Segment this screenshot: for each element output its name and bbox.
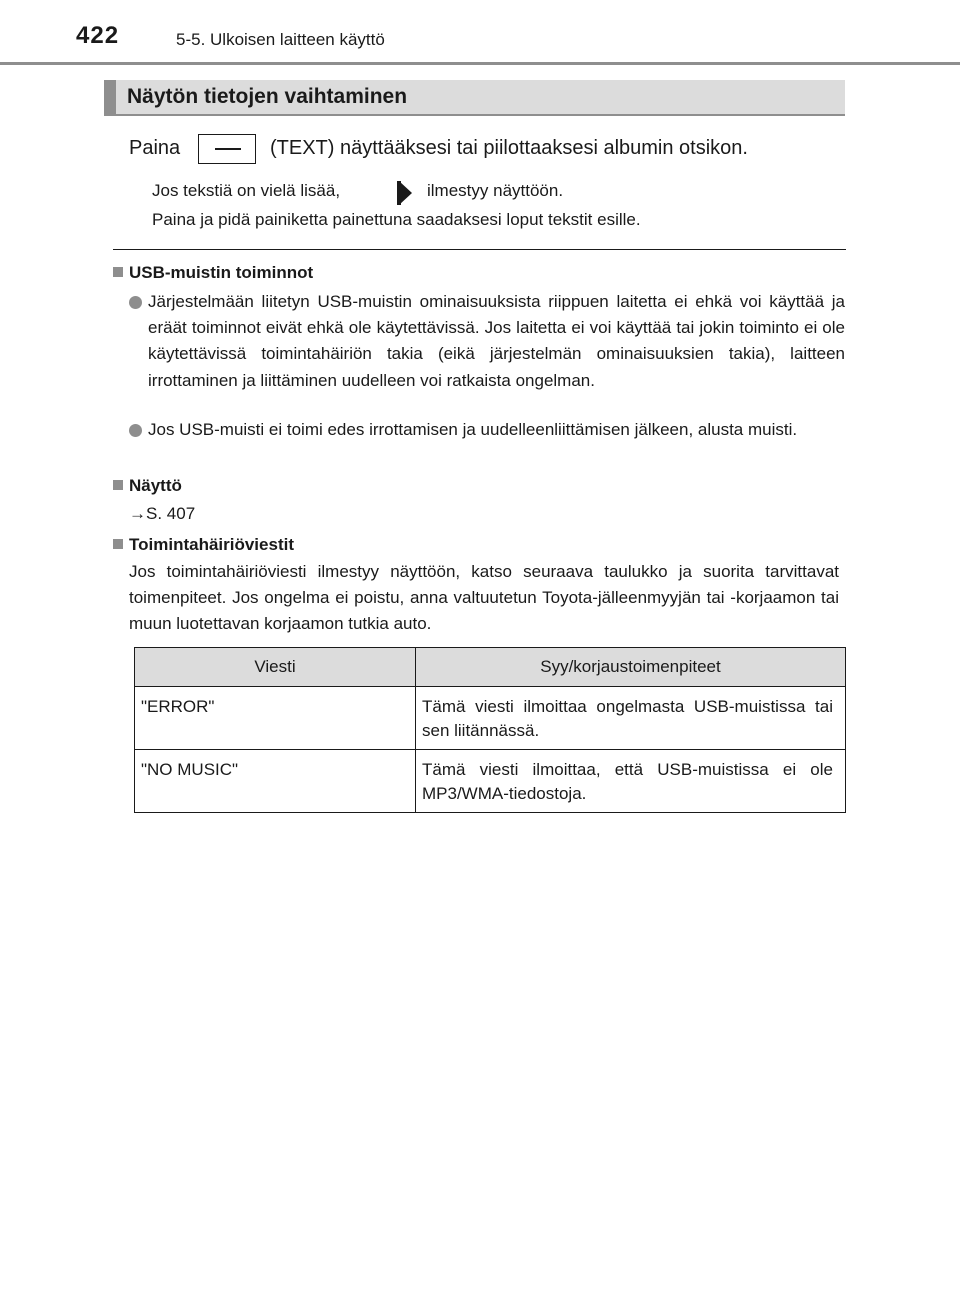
page-number: 422 bbox=[76, 22, 120, 49]
more-text-arrow-icon bbox=[397, 180, 413, 206]
section-title-bar bbox=[104, 80, 845, 116]
display-page-reference: →S. 407 bbox=[129, 504, 196, 523]
cause-cell: Tämä viesti ilmoittaa ongelmasta USB-muistissa tai sen liitännässä. bbox=[416, 687, 846, 750]
heading-square-icon bbox=[113, 539, 123, 549]
usb-bullet-1: Järjestelmään liitetyn USB-muistin ominaisuuksista riippuen laitetta ei ehkä voi käyttää ja eräät toiminnot eivät ehkä ole käytettävissä. Jos laitetta ei voi käyttää tai jokin toiminto ei ole käytettävissä toimintahäiriön takia (eikä järjestelmän ominaisuuksien takia), laitteen irrottaminen ja liittäminen uudelleen voi ratkaista ongelman. bbox=[148, 292, 845, 390]
usb-functions-heading: USB-muistin toiminnot bbox=[129, 263, 314, 282]
section-bar-accent bbox=[104, 80, 116, 114]
table-row bbox=[135, 750, 846, 813]
error-messages-heading: Toimintahäiriöviestit bbox=[129, 535, 294, 554]
header-rule bbox=[0, 62, 960, 65]
column-header-cause: Syy/korjaustoimenpiteet bbox=[416, 648, 846, 687]
note-more-text-prefix: Jos tekstiä on vielä lisää, bbox=[152, 181, 341, 200]
column-header-message: Viesti bbox=[135, 648, 416, 687]
text-button-icon bbox=[198, 134, 256, 164]
table-row bbox=[135, 687, 846, 750]
heading-square-icon bbox=[113, 480, 123, 490]
note-more-text-suffix: ilmestyy näyttöön. bbox=[427, 181, 564, 200]
bullet-dot-icon bbox=[129, 296, 142, 309]
usb-bullet-2: Jos USB-muisti ei toimi edes irrottamisen ja uudelleenliittämisen jälkeen, alusta muisti. bbox=[148, 420, 798, 439]
note-press-and-hold: Paina ja pidä painiketta painettuna saadaksesi loput tekstit esille. bbox=[152, 210, 641, 229]
section-divider bbox=[113, 249, 846, 250]
instruction-suffix: (TEXT) näyttääksesi tai piilottaaksesi albumin otsikon. bbox=[270, 137, 748, 159]
instruction-prefix: Paina bbox=[129, 137, 181, 159]
section-title: Näytön tietojen vaihtaminen bbox=[127, 85, 408, 108]
bullet-dot-icon bbox=[129, 424, 142, 437]
error-messages-intro: Jos toimintahäiriöviesti ilmestyy näyttöön, katso seuraava taulukko ja suorita tarvittavat toimenpiteet. Jos ongelma ei poistu, anna valtuutetun Toyota-jälleenmyyjän tai -korjaamon tai muun luotettavan korjaamon tutkia auto. bbox=[129, 562, 839, 634]
display-heading: Näyttö bbox=[129, 476, 182, 495]
message-cell: "NO MUSIC" bbox=[135, 750, 416, 813]
table-header-row bbox=[135, 648, 846, 687]
error-message-table bbox=[134, 647, 846, 813]
message-cell: "ERROR" bbox=[135, 687, 416, 750]
chapter-title: 5-5. Ulkoisen laitteen käyttö bbox=[176, 30, 385, 49]
cause-cell: Tämä viesti ilmoittaa, että USB-muistissa ei ole MP3/WMA-tiedostoja. bbox=[416, 750, 846, 813]
text-button-dash bbox=[215, 148, 241, 150]
heading-square-icon bbox=[113, 267, 123, 277]
